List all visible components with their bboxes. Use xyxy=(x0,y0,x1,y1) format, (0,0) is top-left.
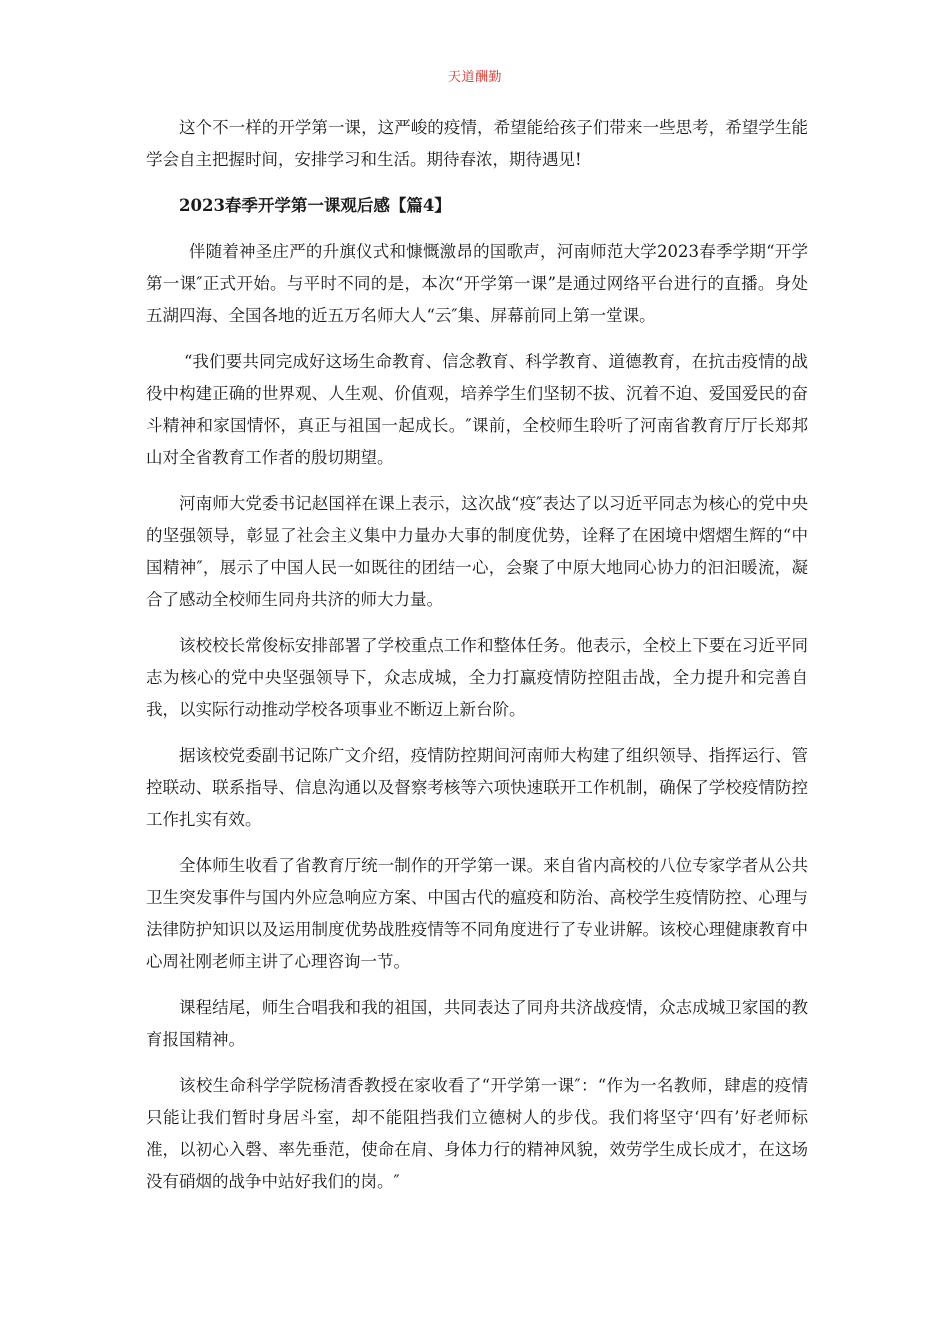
paragraph: “我们要共同完成好这场生命教育、信念教育、科学教育、道德教育，在抗击疫情的战役中构建正确的世界观、人生观、价值观，培养学生们坚韧不拔、沉着不迫、爱国爱民的奋斗精神和家国情怀，真正与祖国一起成长。″课前，全校师生聆听了河南省教育厅厅长郑邦山对全省教育工作者的殷切期望。 xyxy=(146,352,808,467)
paragraph: 该校校长常俊标安排部署了学校重点工作和整体任务。他表示，全校上下要在习近平同志为核心的党中央坚强领导下，众志成城，全力打赢疫情防控阻击战，全力提升和完善自我，以实际行动推动学校各项事业不断迈上新台阶。 xyxy=(146,636,808,719)
paragraph: 课程结尾，师生合唱我和我的祖国，共同表达了同舟共济战疫情，众志成城卫家国的教育报国精神。 xyxy=(146,998,808,1049)
section-heading: 2023春季开学第一课观后感【篇4】 xyxy=(179,196,451,215)
document-body xyxy=(146,112,808,1212)
page-header-title: 天道酬勤 xyxy=(447,70,502,85)
paragraph: 河南师大党委书记赵国祥在课上表示，这次战“疫″表达了以习近平同志为核心的党中央的坚强领导，彰显了社会主义集中力量办大事的制度优势，诠释了在困境中熠熠生辉的“中国精神″，展示了中国人民一如既往的团结一心，会聚了中原大地同心协力的汩汩暖流，凝合了感动全校师生同舟共济的师大力量。 xyxy=(146,494,808,609)
paragraph: 伴随着神圣庄严的升旗仪式和慷慨激昂的国歌声，河南师范大学2023春季学期“开学第一课″正式开始。与平时不同的是，本次“开学第一课”是通过网络平台进行的直播。身处五湖四海、全国各地的近五万名师大人“云″集、屏幕前同上第一堂课。 xyxy=(146,242,808,325)
paragraph-intro: 这个不一样的开学第一课，这严峻的疫情，希望能给孩子们带来一些思考，希望学生能学会自主把握时间，安排学习和生活。期待春浓，期待遇见! xyxy=(146,118,808,169)
paragraph: 该校生命科学学院杨清香教授在家收看了“开学第一课″：“作为一名教师，肆虐的疫情只能让我们暂时身居斗室，却不能阻挡我们立德树人的步伐。我们将坚守‘四有’好老师标准，以初心入磬、率先垂范，使命在肩、身体力行的精神风貌，效劳学生成长成才，在这场没有硝烟的战争中站好我们的岗。″ xyxy=(146,1076,808,1191)
paragraph: 全体师生收看了省教育厅统一制作的开学第一课。来自省内高校的八位专家学者从公共卫生突发事件与国内外应急响应方案、中国古代的瘟疫和防治、高校学生疫情防控、心理与法律防护知识以及运用制度优势战胜疫情等不同角度进行了专业讲解。该校心理健康教育中心周社刚老师主讲了心理咨询一节。 xyxy=(146,856,808,971)
paragraph: 据该校党委副书记陈广文介绍，疫情防控期间河南师大构建了组织领导、指挥运行、管控联动、联系指导、信息沟通以及督察考核等六项快速联开工作机制，确保了学校疫情防控工作扎实有效。 xyxy=(146,746,808,829)
